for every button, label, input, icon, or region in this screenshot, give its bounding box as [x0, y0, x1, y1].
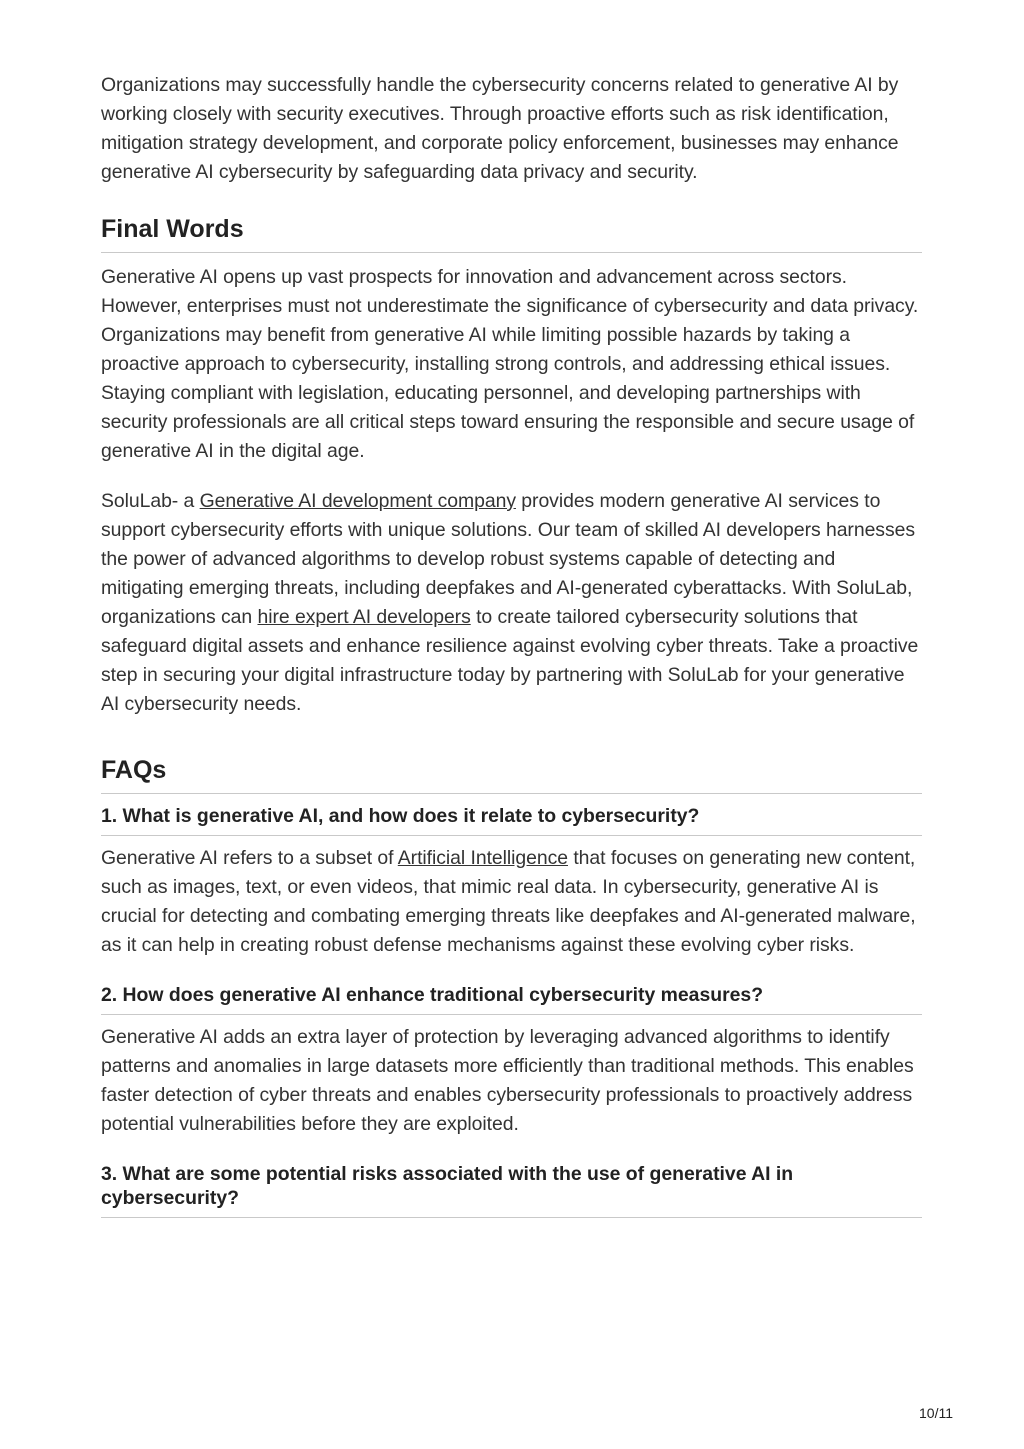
faq-answer-2: Generative AI adds an extra layer of protection by leveraging advanced algorithms to identify patterns and anomalies in large datasets more efficiently than traditional methods. This enables faster detection of cyber threats and enables cybersecurity professionals to proactively address potential vulnerabilities before they are exploited.: [101, 1026, 914, 1135]
generative-ai-development-company-link[interactable]: Generative AI development company: [199, 490, 516, 512]
final-words-heading: Final Words: [101, 214, 922, 253]
faq-question-1: 1. What is generative AI, and how does it relate to cybersecurity?: [101, 804, 922, 836]
intro-paragraph: Organizations may successfully handle the cybersecurity concerns related to generative AI by working closely with security executives. Through proactive efforts such as risk identification, mitigation strategy development, and corporate policy enforcement, businesses may enhance generative AI cybersecurity by safeguarding data privacy and security.: [101, 74, 899, 183]
page-number: 10/11: [919, 1405, 953, 1421]
answer-text: Generative AI refers to a subset of: [101, 847, 398, 869]
faq-question-3: 3. What are some potential risks associated with the use of generative AI in cybersecurity?: [101, 1162, 922, 1218]
hire-expert-ai-developers-link[interactable]: hire expert AI developers: [257, 606, 471, 628]
faqs-heading: FAQs: [101, 755, 922, 794]
document-page: [101, 71, 922, 1226]
answer-text: that focuses on generating new content, such as images, text, or even videos, that mimic real data. In cybersecurity, generative AI is crucial for detecting and combating emerging threats like deepfakes and AI-generated malware, as it can help in creating robust defense mechanisms against these evolving cyber risks.: [101, 847, 916, 956]
faq-answer-1: [101, 844, 922, 960]
paragraph-text: to create tailored cybersecurity solutions that safeguard digital assets and enhance resilience against evolving cyber threats. Take a proactive step in securing your digital infrastructure today by partnering with SoluLab for your generative AI cybersecurity needs.: [101, 606, 919, 715]
final-words-paragraph-1: Generative AI opens up vast prospects for innovation and advancement across sectors. However, enterprises must not underestimate the significance of cybersecurity and data privacy. Organizations may benefit from generative AI while limiting possible hazards by taking a proactive approach to cybersecurity, installing strong controls, and addressing ethical issues. Staying compliant with legislation, educating personnel, and developing partnerships with security professionals are all critical steps toward ensuring the responsible and secure usage of generative AI in the digital age.: [101, 266, 919, 462]
final-words-paragraph-2: [101, 487, 922, 719]
paragraph-text: SoluLab- a: [101, 490, 200, 512]
artificial-intelligence-link[interactable]: Artificial Intelligence: [397, 847, 568, 869]
paragraph-text: provides modern generative AI services to support cybersecurity efforts with unique solutions. Our team of skilled AI developers harnesses the power of advanced algorithms to develop robust systems capable of detecting and mitigating emerging threats, including deepfakes and AI-generated cyberattacks. With SoluLab, organizations can: [101, 490, 915, 628]
faq-question-2: 2. How does generative AI enhance traditional cybersecurity measures?: [101, 983, 922, 1015]
